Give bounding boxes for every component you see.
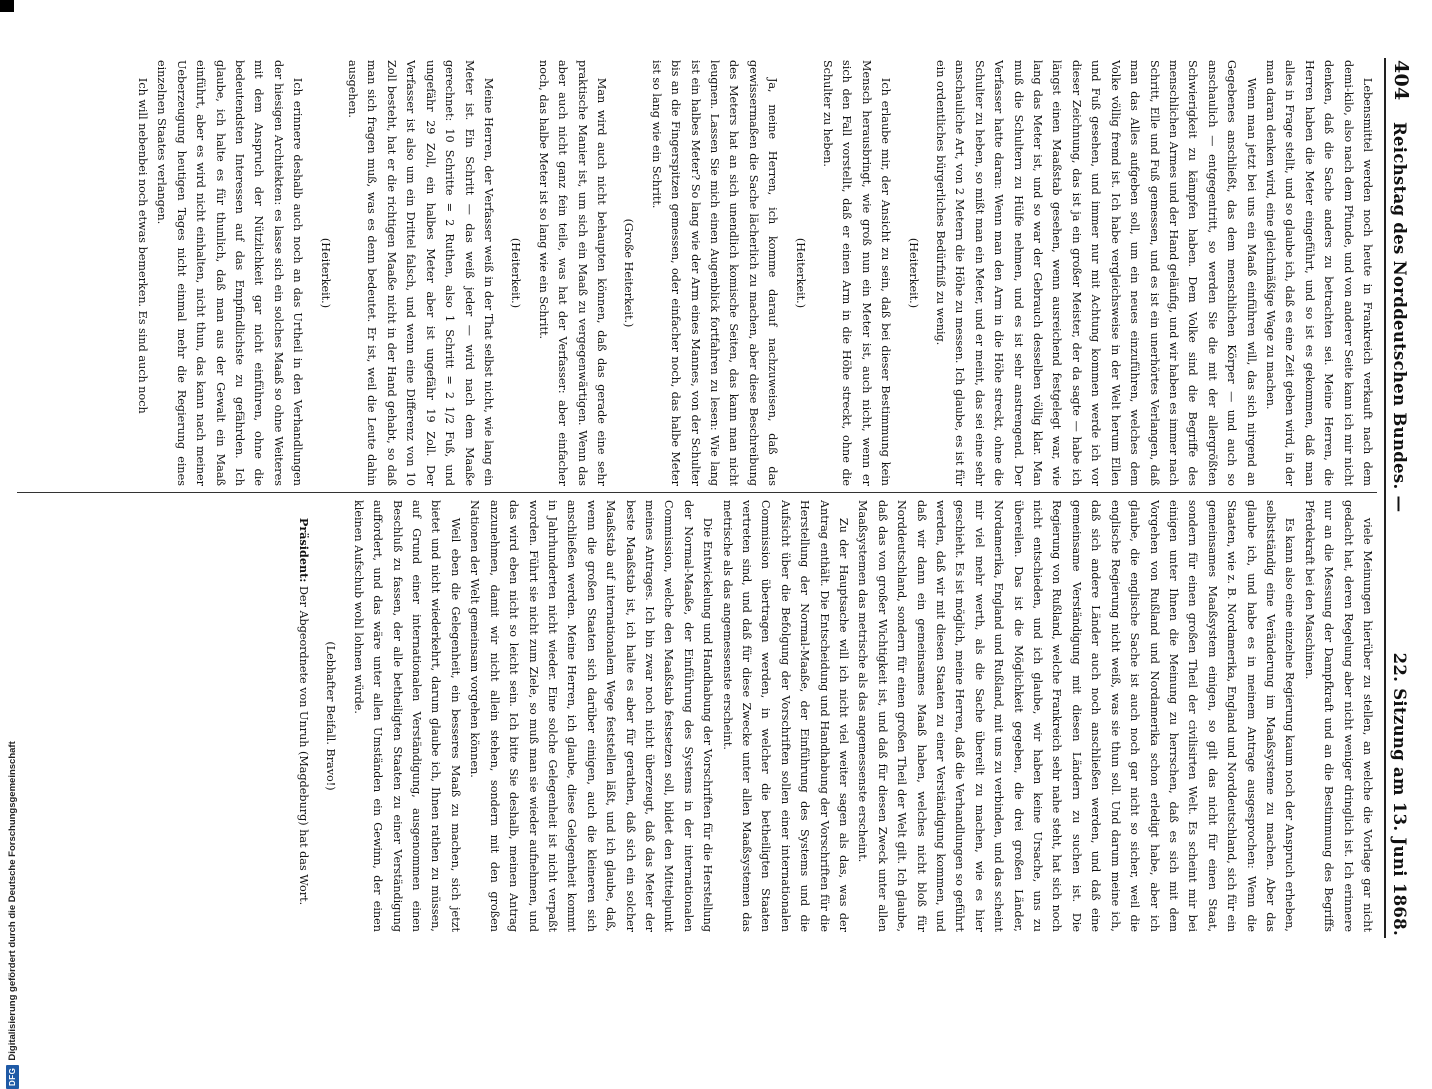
paragraph	[294, 500, 313, 932]
paragraph	[343, 60, 498, 486]
paragraph-text: Wenn man jetzt bei uns ein Maaß einführen will, das sich nirgend an Gegebenes anschließt, das dem menschlichen Körper — und auch so anschaulich — entgegentritt, so werden Sie die mit der allergrößten Schwierigkeit zu kämpfen haben. Dem Volke sind die Begriffe des menschlichen Armes und der Hand geläufig, und wir haben es immer nach Schritt, Elle und Fuß gemessen, und es ist ein unerhörtes Verlangen, daß man das Alles aufgeben soll, um ein neues einzuführen, welches dem Volke völlig fremd ist. Ich habe vergleichsweise in der Welt herum Ellen und Fuß gesehen, und immer nur mit Achtung kommen werde ich vor dieser Zeichnung, das ist ja ein großer Meister, der da sagte — habe ich längst einen Maaßstab gesehen, wenn ausreichend festgelegt war, wie lang das Meter ist, und so war der Gebrauch desselben völlig klar. Man muß die Schultern zu Hülfe nehmen, und es ist sehr anstrengend. Der Verfasser hatte daran: Wenn man den Arm in die Höhe streckt, ohne die Schulter zu heben, so mißt man ein Meter, und er meint, das sei eine sehr anschauliche Art, von 2 Metern die Höhe zu messen. Ich glaube, es ist für ein ordentliches bürgerliches Bedürfniß zu wenig.	[934, 60, 1258, 486]
header-title: Reichstag des Norddeutschen Bundes. —	[1390, 122, 1409, 513]
paragraph-text: Die Entwickelung und Handhabung der Vorschriften für die Herstellung der Normal-Maaße, der Einführung des Systems in der internationalen Commission, welche den Maaßstab festsetzen soll, bildet den Mittelpunkt meines Antrages. Ich bin zwar noch nicht überzeugt, daß das Meter der beste Maaßstab ist, ich halte es aber für gerathen, daß sich ein solcher Maaßstab auf internationalem Wege feststellen läßt, und ich glaube, daß, wenn die großen Staaten sich darüber einigen, auch die kleineren sich anschließen werden. Meine Herren, ich glaube, diese Gelegenheit kommt in Jahrhunderten nicht wieder. Eine solche Gelegenheit ist nicht verpaßt worden. Führt sie nicht zum Ziele, so muß man sie wieder aufnehmen, und das wird eben nicht so leicht sein. Ich bitte Sie deshalb, meinen Antrag anzunehmen, damit wir nicht allein stehen, sondern mit den großen Nationen der Welt gemeinsam vorgehen können.	[468, 500, 715, 932]
paragraph-text: (Heiterkeit.)	[318, 237, 332, 309]
paragraph-text: Meine Herren, der Verfasser weiß in der That selbst nicht, wie lang ein Meter ist. Ein Schritt — das weiß jeder — wird nach dem Maaße gerechnet: 10 Schritte = 2 Ruthen, also 1 Schritt = 2 1/2 Fuß, und ungefähr 29 Zoll, ein halbes Meter aber ist ungefähr 19 Zoll. Der Verfasser ist also um ein Drittel falsch, und wenn eine Differenz von 10 Zoll besteht, hat er die richtigen Maaße nicht in der Hand gehabt, so daß man sich fragen muß, was es denn bedeutet. Er ist, weil die Leute dahin ausgehen.	[346, 60, 495, 486]
credit-text: Digitalisierung gefördert durch die Deutsche Forschungsgemeinschaft	[6, 741, 18, 1061]
paragraph	[1299, 500, 1377, 932]
left-column	[17, 60, 1377, 486]
dfg-logo: DFG	[6, 1065, 19, 1089]
paragraph-text: Es kann also eine einzelne Regierung kaum noch der Anspruch erheben, selbstständig eine Veränderung im Maaßsysteme zu machen. Aber das glaube ich, und habe es in meinem Antrage ausgesprochen: Wenn die Staaten, wie z. B. Nordamerika, England und Norddeutschland, sich für ein gemeinsames Maaßsystem einigen, so gilt das nicht für einen Staat, sondern für einen großen Theil der civilisirten Welt. Es scheint mir bei einigen unter Ihnen die Meinung zu herrschen, daß es sich mit dem Vorgehen von Rußland und Nordamerika schon erledigt habe, aber ich glaube, die englische Sache ist auch noch gar nicht so sicher, weil die englische Regierung nicht weiß, was sie thun soll. Und darum meine ich, daß sich andere Länder auch noch anschließen werden, und daß eine gemeinsame Verständigung mit diesen Ländern zu suchen ist. Die Regierung von Rußland, welche Frankreich sehr nahe steht, hat sich noch nicht entschieden, und ich glaube, wir haben keine Ursache, uns zu übereilen. Das ist die Möglichkeit gegeben, die drei großen Länder, Nordamerika, England und Rußland, mit uns zu verbinden, und das scheint mir viel mehr werth, als die Sache übereilt zu machen, wie es hier geschieht. Es ist möglich, meine Herren, daß die Verhandlungen so geführt werden, daß wir mit diesen Staaten zu einer Verständigung kommen, und daß wir dann ein gemeinsames Maaß haben, welches nicht bloß für Norddeutschland, sondern für einen großen Theil der Welt gilt. Ich glaube, daß das von großer Wichtigkeit ist, und daß für diesen Zweck unter allen Maaßsystemen das metrische als das angemessenste erscheint.	[856, 500, 1297, 932]
header-session-date: 22. Sitzung am 13. Juni 1868.	[1390, 652, 1409, 936]
paragraph-text: (Große Heiterkeit.)	[622, 218, 636, 328]
paragraph	[1261, 60, 1377, 486]
paragraph-text: (Lebhafter Beifall. Bravo!)	[324, 641, 338, 791]
paragraph-text: (Heiterkeit.)	[509, 237, 523, 309]
paragraph	[465, 500, 717, 932]
paragraph	[533, 60, 611, 486]
paragraph	[133, 60, 152, 486]
page-header	[1384, 58, 1414, 938]
paragraph-text: (Heiterkeit.)	[906, 237, 920, 309]
paragraph	[152, 60, 307, 486]
column-divider	[17, 492, 1377, 493]
stage-direction	[619, 60, 638, 486]
stage-direction	[506, 60, 525, 486]
stage-direction	[790, 60, 809, 486]
paragraph	[717, 500, 853, 932]
page-number: 404	[1390, 60, 1412, 101]
paragraph-text: Der Abgeordnete von Unruh (Magdeburg) hat das Wort.	[297, 585, 311, 906]
stage-direction	[903, 60, 922, 486]
right-column	[17, 500, 1377, 932]
paragraph-text: Lebensmittel werden noch heute in Frankreich verkauft nach dem demi-kilo, also nach dem Pfunde, und von anderer Seite kann ich mir nicht denken, daß die Sache anders zu betrachten sei. Meine Herren, die Herren haben die Meter eingeführt, und so ist es gekommen, daß man alles in Frage stellt, und so glaube ich, daß es eine Zeit geben wird, in der man daran denken wird, eine gleichmäßige Wage zu machen.	[1263, 60, 1374, 486]
paragraph-text: Weil eben die Gelegenheit, ein besseres Maaß zu machen, sich jetzt bietet und nicht wiederkehrt, darum glaube ich, Ihnen rathen zu müssen, auf Grund einer internationalen Verständigung, ausgenommen einen Beschluß zu fassen, der alle betheiligten Staaten zu einer Verständigung auffordert, und das wäre unter allen Umständen ein Gewinn, der einen kleinen Aufschub wohl lohnen würde.	[351, 500, 462, 932]
stage-direction	[321, 500, 340, 932]
speaker-label: Präsident:	[297, 517, 312, 583]
paragraph	[853, 500, 1299, 932]
paragraph	[646, 60, 782, 486]
paragraph	[818, 60, 896, 486]
paragraph	[348, 500, 464, 932]
paragraph-text: (Heiterkeit.)	[793, 237, 807, 309]
paragraph-text: viele Meinungen hierüber zu stellen, an welche die Vorlage gar nicht gedacht hat, deren Regelung aber nicht weniger dringlich ist. Ich erinnere nur an die Messung der Dampfkraft und an die Bestimmung des Begriffs Pferdekraft bei den Maschinen.	[1302, 500, 1374, 932]
stage-direction	[315, 60, 334, 486]
paragraph-text: Man wird auch nicht behaupten können, daß das gerade eine sehr praktische Manier ist, um sich ein Maaß zu vergegenwärtigen. Wenn das aber auch nicht ganz fein teile, was hat der Verfasser: aber einfacher noch, das halbe Meter ist so lang wie ein Schritt.	[536, 60, 608, 486]
paragraph-text: Ich will nebenbei noch etwas bemerken. Es sind auch noch	[136, 77, 150, 414]
paragraph-text: Zu der Hauptsache will ich nicht viel weiter sagen als das, was der Antrag enthält. Die Entscheidung und Handhabung der Vorschriften für die Herstellung der Normal-Maaße, der Einführung des Systems und die Aufsicht über die Befolgung der Vorschriften sollen einer internationalen Commission übertragen werden, in welcher die betheiligten Staaten vertreten sind, und daß für diese Zwecke unter allen Maaßsystemen das metrische als das angemessenste erscheint.	[720, 500, 851, 932]
paragraph-text: Ja, meine Herren, ich komme darauf nachzuweisen, daß das gewissermaßen die Sache lächerlich zu machen, aber diese Beschreibung des Meters hat an sich unendlich komische Seiten, das kann man nicht leugnen. Lassen Sie mich einen Augenblick fortfahren zu lesen: Wie lang ist ein halbes Meter? So lang wie der Arm eines Mannes, von der Schulter bis an die Fingerspitzen gemessen, oder einfacher noch, das halbe Meter ist so lang wie ein Schritt.	[649, 60, 780, 486]
paragraph-text: Ich erinnere deshalb auch noch an das Urtheil in den Verhandlungen der hiesigen Architekten: es lasse sich ein solches Maaß so ohne Weiteres mit dem Anspruch der Nützlichkeit gar nicht einführen, ohne die bedeutendsten Interessen auf das Empfindlichste zu gefährden. Ich glaube, ich halte es für thunlich, daß man aus der Gewalt ein Maaß einführt, aber es wird nicht einhalten, nicht thun, das kann nach meiner Ueberzeugung heutigen Tages nicht einmal mehr die Regierung eines einzelnen Staates verlangen.	[155, 60, 305, 486]
paragraph-text: Ich erlaube mir, der Ansicht zu sein, daß bei dieser Bestimmung kein Mensch herausbringt, wie groß nun ein Meter ist, auch nicht, wenn er sich den Fall vorstellt, daß er einen Arm in die Höhe streckt, ohne die Schulter zu heben.	[821, 60, 893, 486]
paragraph	[931, 60, 1261, 486]
